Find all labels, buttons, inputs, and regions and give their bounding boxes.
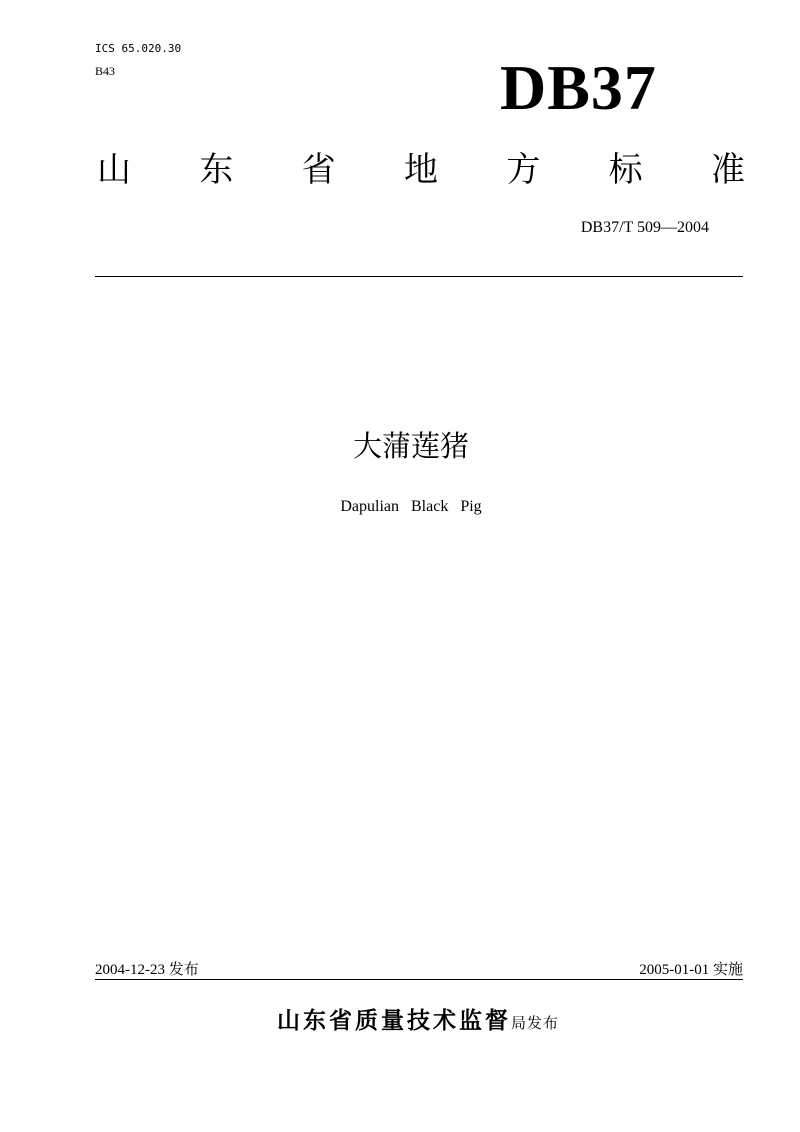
document-title-chinese: 大蒲莲猪: [352, 429, 469, 463]
standard-logo: DB37: [500, 52, 657, 123]
category-char: 省: [301, 150, 336, 190]
document-title-english: Dapulian Black Pig: [340, 498, 482, 515]
publish-date: 2004-12-23 发布: [95, 962, 199, 978]
implement-date: 2005-01-01 实施: [639, 962, 743, 978]
header-divider: [95, 276, 743, 277]
footer-divider: [95, 979, 743, 980]
category-char: 准: [710, 150, 745, 190]
ccs-code: B43: [95, 64, 116, 78]
category-char: 方: [506, 150, 541, 190]
category-char: 标: [608, 150, 643, 190]
issuing-authority: [0, 1002, 800, 1035]
category-char: 地: [403, 150, 438, 190]
standard-category-title: [97, 146, 745, 194]
issuer-name: 山东省质量技术监督: [276, 1008, 511, 1034]
category-char: 山: [97, 150, 131, 190]
category-char: 东: [199, 150, 234, 190]
ics-code: ICS 65.020.30: [95, 42, 182, 55]
issuer-suffix: 局发布: [510, 1014, 559, 1032]
standard-number: DB37/T 509—2004: [580, 219, 709, 236]
